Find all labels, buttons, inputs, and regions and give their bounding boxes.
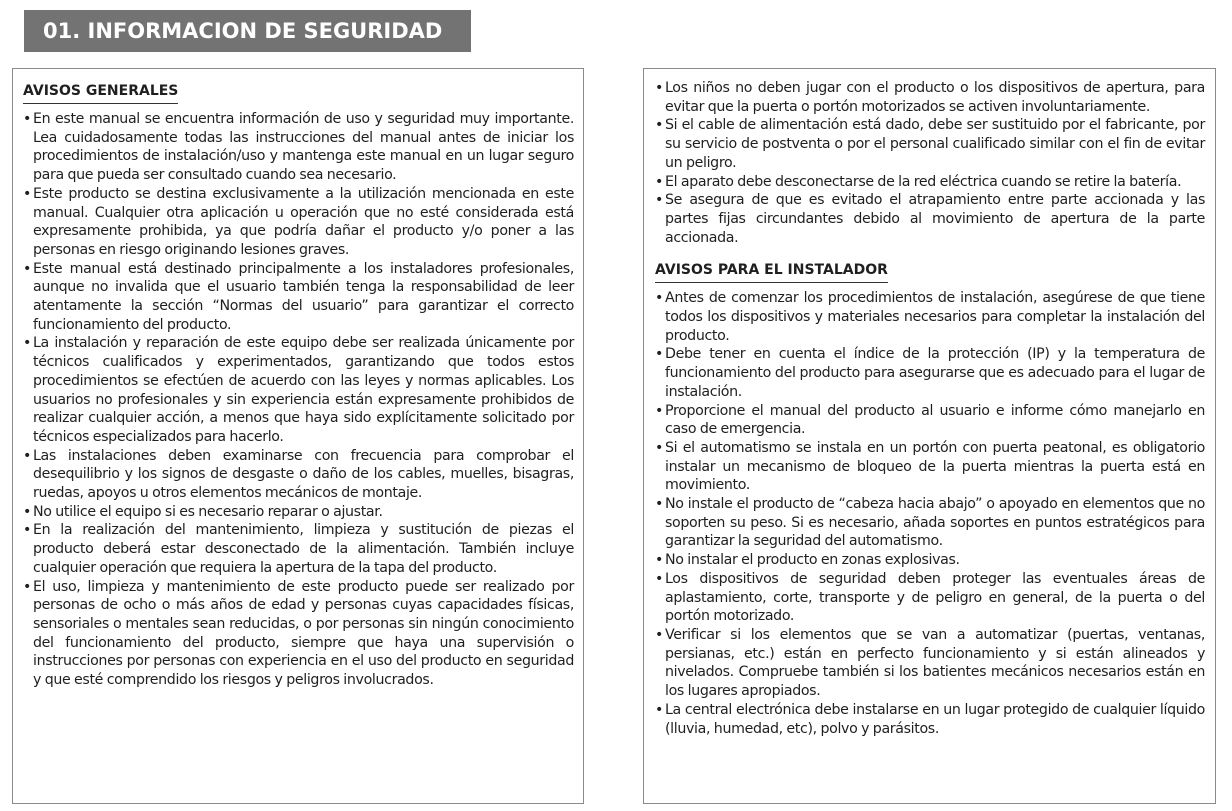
general-warnings-continued-list [655, 79, 1205, 247]
list-item: • Se asegura de que es evitado el atrapamiento entre parte accionada y las partes fijas circundantes debido al movimiento de apertura de la parte accionada. [655, 191, 1205, 247]
list-item: • Si el cable de alimentación está dado, debe ser sustituido por el fabricante, por su servicio de postventa o por el personal cualificado similar con el fin de evitar un peligro. [655, 116, 1205, 172]
general-warnings-heading: AVISOS GENERALES [23, 82, 178, 104]
list-item: • Los niños no deben jugar con el producto o los dispositivos de apertura, para evitar que la puerta o portón motorizados se activen involuntariamente. [655, 79, 1205, 116]
list-item: • Antes de comenzar los procedimientos de instalación, asegúrese de que tiene todos los dispositivos y materiales necesarios para completar la instalación del producto. [655, 289, 1205, 345]
general-warnings-list [23, 110, 574, 690]
installer-warnings-heading: AVISOS PARA EL INSTALADOR [655, 261, 888, 283]
list-item: • Las instalaciones deben examinarse con frecuencia para comprobar el desequilibrio y los signos de desgaste o daño de los cables, muelles, bisagras, ruedas, apoyos u otros elementos mecánicos de montaje. [23, 447, 574, 503]
installer-warnings-list [655, 289, 1205, 738]
list-item: • Verificar si los elementos que se van a automatizar (puertas, ventanas, persianas, etc.) están en perfecto funcionamiento y si están alineados y nivelados. Compruebe también si los batientes mecánicos necesarios están en los lugares apropiados. [655, 626, 1205, 701]
list-item: • Si el automatismo se instala en un portón con puerta peatonal, es obligatorio instalar un mecanismo de bloqueo de la puerta mientras la puerta está en movimiento. [655, 439, 1205, 495]
installer-warnings-panel [643, 68, 1216, 804]
list-item: • Los dispositivos de seguridad deben proteger las eventuales áreas de aplastamiento, corte, transporte y de peligro en general, de la puerta o del portón motorizado. [655, 570, 1205, 626]
list-item: • Debe tener en cuenta el índice de la protección (IP) y la temperatura de funcionamiento del producto para asegurarse que es adecuado para el lugar de instalación. [655, 345, 1205, 401]
list-item: • En este manual se encuentra información de uso y seguridad muy importante. Lea cuidadosamente todas las instrucciones del manual antes de iniciar los procedimientos de instalación/uso y mantenga este manual en un lugar seguro para que pueda ser consultado cuando sea necesario. [23, 110, 574, 185]
list-item: • El aparato debe desconectarse de la red eléctrica cuando se retire la batería. [655, 173, 1205, 192]
list-item: • Proporcione el manual del producto al usuario e informe cómo manejarlo en caso de emergencia. [655, 402, 1205, 439]
list-item: • No instalar el producto en zonas explosivas. [655, 551, 1205, 570]
section-title: 01. INFORMACION DE SEGURIDAD [43, 19, 443, 43]
list-item: • La instalación y reparación de este equipo debe ser realizada únicamente por técnicos cualificados y experimentados, garantizando que todos estos procedimientos se efectúen de acuerdo con las leyes y normas aplicables. Los usuarios no profesionales y sin experiencia están expresamente prohibidos de realizar cualquier acción, a menos que haya sido explícitamente solicitado por técnicos especializados para hacerlo. [23, 334, 574, 446]
section-title-bar [24, 10, 471, 52]
list-item: • No utilice el equipo si es necesario reparar o ajustar. [23, 503, 574, 522]
list-item: • El uso, limpieza y mantenimiento de este producto puede ser realizado por personas de ocho o más años de edad y personas cuyas capacidades físicas, sensoriales o mentales sean reducidas, o por personas sin ningún conocimiento del funcionamiento del producto, siempre que haya una supervisión o instrucciones por personas con experiencia en el uso del producto en seguridad y que esté comprendido los riesgos y peligros involucrados. [23, 578, 574, 690]
list-item: • En la realización del mantenimiento, limpieza y sustitución de piezas el producto deberá estar desconectado de la alimentación. También incluye cualquier operación que requiera la apertura de la tapa del producto. [23, 521, 574, 577]
list-item: • La central electrónica debe instalarse en un lugar protegido de cualquier líquido (lluvia, humedad, etc), polvo y parásitos. [655, 701, 1205, 738]
list-item: • Este manual está destinado principalmente a los instaladores profesionales, aunque no invalida que el usuario también tenga la responsabilidad de leer atentamente la sección “Normas del usuario” para garantizar el correcto funcionamiento del producto. [23, 260, 574, 335]
list-item: • Este producto se destina exclusivamente a la utilización mencionada en este manual. Cualquier otra aplicación u operación que no esté considerada está expresamente prohibida, ya que podría dañar el producto y/o poner a las personas en riesgo originando lesiones graves. [23, 185, 574, 260]
list-item: • No instale el producto de “cabeza hacia abajo” o apoyado en elementos que no soporten su peso. Si es necesario, añada soportes en puntos estratégicos para garantizar la seguridad del automatismo. [655, 495, 1205, 551]
general-warnings-panel [12, 68, 584, 804]
